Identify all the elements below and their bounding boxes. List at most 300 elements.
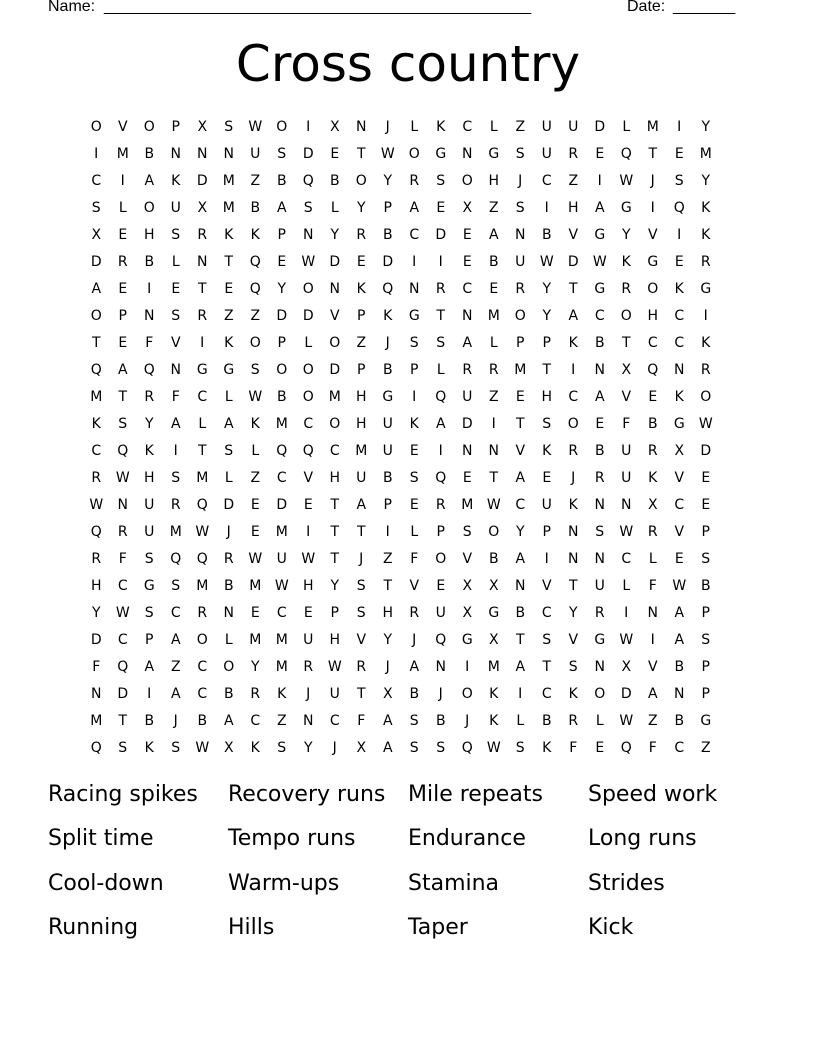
- grid-letter[interactable]: P: [701, 658, 710, 675]
- grid-letter[interactable]: A: [409, 658, 420, 675]
- grid-letter[interactable]: S: [224, 118, 234, 135]
- grid-letter[interactable]: P: [357, 361, 366, 378]
- grid-letter[interactable]: A: [409, 199, 420, 216]
- grid-letter[interactable]: E: [250, 523, 260, 540]
- grid-letter[interactable]: D: [435, 226, 447, 243]
- grid-letter[interactable]: G: [143, 577, 155, 594]
- grid-letter[interactable]: R: [435, 280, 446, 297]
- grid-letter[interactable]: Q: [647, 361, 659, 378]
- grid-letter[interactable]: R: [117, 253, 128, 270]
- grid-letter[interactable]: N: [515, 226, 526, 243]
- grid-letter[interactable]: O: [143, 118, 155, 135]
- grid-letter[interactable]: G: [647, 253, 659, 270]
- grid-letter[interactable]: O: [329, 334, 341, 351]
- name-field[interactable]: ________________________________________________: [104, 0, 532, 15]
- grid-letter[interactable]: E: [595, 145, 605, 162]
- grid-letter[interactable]: E: [701, 496, 711, 513]
- grid-letter[interactable]: P: [357, 307, 366, 324]
- grid-letter[interactable]: E: [648, 388, 658, 405]
- grid-letter[interactable]: N: [356, 118, 367, 135]
- grid-letter[interactable]: A: [594, 388, 605, 405]
- grid-letter[interactable]: M: [487, 307, 500, 324]
- grid-letter[interactable]: R: [356, 226, 367, 243]
- grid-letter[interactable]: O: [90, 307, 102, 324]
- grid-letter[interactable]: X: [674, 442, 685, 459]
- grid-letter[interactable]: U: [144, 523, 155, 540]
- grid-letter[interactable]: S: [171, 226, 181, 243]
- grid-letter[interactable]: J: [173, 712, 178, 729]
- grid-letter[interactable]: P: [145, 631, 154, 648]
- grid-letter[interactable]: A: [462, 334, 473, 351]
- grid-letter[interactable]: K: [674, 388, 684, 405]
- grid-letter[interactable]: Q: [196, 496, 208, 513]
- grid-letter[interactable]: P: [542, 334, 551, 351]
- grid-letter[interactable]: C: [462, 280, 473, 297]
- grid-letter[interactable]: I: [650, 631, 655, 648]
- grid-letter[interactable]: F: [648, 739, 657, 756]
- grid-letter[interactable]: F: [145, 334, 154, 351]
- grid-letter[interactable]: V: [568, 631, 579, 648]
- grid-letter[interactable]: W: [619, 712, 634, 729]
- grid-letter[interactable]: V: [170, 334, 181, 351]
- grid-letter[interactable]: B: [409, 685, 420, 702]
- grid-letter[interactable]: L: [224, 469, 233, 486]
- grid-letter[interactable]: G: [408, 307, 420, 324]
- grid-letter[interactable]: M: [222, 172, 235, 189]
- grid-letter[interactable]: I: [465, 658, 470, 675]
- grid-letter[interactable]: N: [435, 658, 446, 675]
- grid-letter[interactable]: T: [568, 280, 578, 297]
- grid-letter[interactable]: N: [621, 496, 632, 513]
- grid-letter[interactable]: Q: [673, 199, 685, 216]
- grid-letter[interactable]: Q: [276, 442, 288, 459]
- grid-letter[interactable]: R: [647, 442, 658, 459]
- grid-letter[interactable]: N: [223, 145, 234, 162]
- grid-letter[interactable]: K: [489, 712, 499, 729]
- grid-letter[interactable]: L: [198, 415, 207, 432]
- grid-letter[interactable]: G: [435, 145, 447, 162]
- grid-letter[interactable]: R: [223, 550, 234, 567]
- grid-letter[interactable]: A: [91, 280, 102, 297]
- grid-letter[interactable]: E: [118, 334, 128, 351]
- grid-letter[interactable]: S: [171, 469, 181, 486]
- grid-letter[interactable]: A: [515, 550, 526, 567]
- grid-letter[interactable]: J: [226, 523, 231, 540]
- grid-letter[interactable]: D: [382, 253, 394, 270]
- grid-letter[interactable]: N: [568, 523, 579, 540]
- grid-letter[interactable]: J: [650, 172, 655, 189]
- grid-letter[interactable]: Q: [170, 550, 182, 567]
- grid-letter[interactable]: S: [436, 172, 446, 189]
- grid-letter[interactable]: B: [329, 172, 340, 189]
- grid-letter[interactable]: R: [91, 469, 102, 486]
- grid-letter[interactable]: S: [701, 631, 711, 648]
- grid-letter[interactable]: C: [409, 226, 420, 243]
- grid-letter[interactable]: R: [462, 361, 473, 378]
- grid-letter[interactable]: S: [674, 172, 684, 189]
- grid-letter[interactable]: W: [301, 253, 316, 270]
- grid-letter[interactable]: E: [409, 496, 419, 513]
- grid-letter[interactable]: I: [438, 442, 443, 459]
- grid-letter[interactable]: L: [595, 712, 604, 729]
- grid-letter[interactable]: P: [701, 604, 710, 621]
- grid-letter[interactable]: A: [117, 361, 128, 378]
- grid-letter[interactable]: N: [197, 145, 208, 162]
- grid-letter[interactable]: R: [700, 361, 711, 378]
- grid-letter[interactable]: L: [171, 253, 180, 270]
- grid-letter[interactable]: A: [170, 415, 181, 432]
- grid-letter[interactable]: Q: [249, 253, 261, 270]
- grid-letter[interactable]: B: [197, 712, 208, 729]
- grid-letter[interactable]: Q: [196, 550, 208, 567]
- grid-letter[interactable]: Q: [143, 361, 155, 378]
- grid-letter[interactable]: O: [700, 388, 712, 405]
- grid-letter[interactable]: K: [171, 172, 181, 189]
- grid-letter[interactable]: T: [330, 523, 340, 540]
- grid-letter[interactable]: M: [222, 199, 235, 216]
- grid-letter[interactable]: V: [329, 307, 340, 324]
- grid-letter[interactable]: O: [249, 334, 261, 351]
- grid-letter[interactable]: T: [330, 496, 340, 513]
- grid-letter[interactable]: I: [597, 172, 602, 189]
- grid-letter[interactable]: Z: [488, 388, 499, 405]
- grid-letter[interactable]: R: [568, 145, 579, 162]
- grid-letter[interactable]: O: [302, 388, 314, 405]
- grid-letter[interactable]: G: [700, 280, 712, 297]
- grid-letter[interactable]: Q: [117, 658, 129, 675]
- grid-letter[interactable]: R: [594, 604, 605, 621]
- grid-letter[interactable]: U: [621, 442, 632, 459]
- grid-letter[interactable]: S: [462, 523, 472, 540]
- grid-letter[interactable]: N: [462, 145, 473, 162]
- grid-letter[interactable]: H: [647, 307, 659, 324]
- grid-letter[interactable]: U: [144, 496, 155, 513]
- grid-letter[interactable]: A: [276, 199, 287, 216]
- grid-letter[interactable]: X: [329, 118, 340, 135]
- grid-letter[interactable]: G: [594, 280, 606, 297]
- grid-letter[interactable]: Y: [250, 658, 260, 675]
- grid-letter[interactable]: R: [435, 496, 446, 513]
- grid-letter[interactable]: W: [195, 739, 210, 756]
- grid-letter[interactable]: K: [489, 685, 499, 702]
- grid-letter[interactable]: A: [674, 604, 685, 621]
- grid-letter[interactable]: S: [409, 334, 419, 351]
- grid-letter[interactable]: W: [486, 496, 501, 513]
- grid-letter[interactable]: O: [514, 307, 526, 324]
- grid-letter[interactable]: G: [488, 604, 500, 621]
- grid-letter[interactable]: O: [620, 307, 632, 324]
- grid-letter[interactable]: M: [196, 469, 209, 486]
- grid-letter[interactable]: E: [674, 145, 684, 162]
- grid-letter[interactable]: W: [592, 253, 607, 270]
- grid-letter[interactable]: N: [223, 604, 234, 621]
- grid-letter[interactable]: Z: [170, 658, 181, 675]
- grid-letter[interactable]: I: [306, 118, 311, 135]
- grid-letter[interactable]: I: [94, 145, 99, 162]
- grid-letter[interactable]: D: [461, 415, 473, 432]
- grid-letter[interactable]: E: [436, 199, 446, 216]
- grid-letter[interactable]: G: [700, 712, 712, 729]
- grid-letter[interactable]: S: [171, 307, 181, 324]
- grid-letter[interactable]: U: [541, 118, 552, 135]
- grid-letter[interactable]: N: [303, 226, 314, 243]
- grid-letter[interactable]: D: [700, 442, 712, 459]
- grid-letter[interactable]: D: [90, 631, 102, 648]
- grid-letter[interactable]: Q: [302, 442, 314, 459]
- grid-letter[interactable]: Q: [620, 739, 632, 756]
- grid-letter[interactable]: Y: [621, 226, 631, 243]
- grid-letter[interactable]: M: [275, 523, 288, 540]
- grid-letter[interactable]: P: [383, 496, 392, 513]
- grid-letter[interactable]: I: [306, 523, 311, 540]
- grid-letter[interactable]: K: [648, 469, 658, 486]
- grid-letter[interactable]: U: [170, 199, 181, 216]
- grid-letter[interactable]: G: [594, 631, 606, 648]
- grid-letter[interactable]: R: [568, 442, 579, 459]
- grid-letter[interactable]: T: [197, 442, 207, 459]
- grid-letter[interactable]: S: [277, 145, 287, 162]
- grid-letter[interactable]: E: [118, 226, 128, 243]
- grid-letter[interactable]: O: [276, 361, 288, 378]
- grid-letter[interactable]: A: [382, 739, 393, 756]
- grid-letter[interactable]: N: [91, 685, 102, 702]
- grid-letter[interactable]: S: [515, 739, 525, 756]
- grid-letter[interactable]: V: [674, 523, 685, 540]
- grid-letter[interactable]: I: [677, 118, 682, 135]
- grid-letter[interactable]: S: [542, 631, 552, 648]
- grid-letter[interactable]: R: [356, 658, 367, 675]
- grid-letter[interactable]: Q: [435, 469, 447, 486]
- grid-letter[interactable]: C: [170, 604, 181, 621]
- grid-letter[interactable]: K: [568, 496, 578, 513]
- grid-letter[interactable]: C: [197, 388, 208, 405]
- grid-letter[interactable]: T: [224, 253, 234, 270]
- grid-letter[interactable]: V: [462, 550, 473, 567]
- grid-letter[interactable]: R: [409, 604, 420, 621]
- grid-letter[interactable]: T: [197, 280, 207, 297]
- grid-letter[interactable]: O: [488, 523, 500, 540]
- grid-letter[interactable]: V: [621, 388, 632, 405]
- grid-letter[interactable]: I: [147, 280, 152, 297]
- grid-letter[interactable]: X: [197, 118, 208, 135]
- grid-letter[interactable]: X: [462, 604, 473, 621]
- grid-letter[interactable]: U: [462, 388, 473, 405]
- grid-letter[interactable]: J: [359, 550, 364, 567]
- grid-letter[interactable]: L: [224, 631, 233, 648]
- grid-letter[interactable]: J: [385, 118, 390, 135]
- grid-letter[interactable]: H: [143, 469, 155, 486]
- grid-letter[interactable]: B: [435, 712, 446, 729]
- grid-letter[interactable]: X: [621, 658, 632, 675]
- grid-letter[interactable]: A: [674, 631, 685, 648]
- grid-letter[interactable]: W: [698, 415, 713, 432]
- grid-letter[interactable]: O: [567, 415, 579, 432]
- grid-letter[interactable]: H: [488, 172, 500, 189]
- grid-letter[interactable]: C: [329, 712, 340, 729]
- grid-letter[interactable]: L: [330, 199, 339, 216]
- grid-letter[interactable]: N: [303, 712, 314, 729]
- grid-letter[interactable]: H: [90, 577, 102, 594]
- grid-letter[interactable]: G: [673, 415, 685, 432]
- grid-letter[interactable]: C: [621, 550, 632, 567]
- grid-letter[interactable]: E: [330, 145, 340, 162]
- grid-letter[interactable]: Q: [461, 739, 473, 756]
- grid-letter[interactable]: E: [462, 469, 472, 486]
- grid-letter[interactable]: A: [647, 685, 658, 702]
- grid-letter[interactable]: A: [170, 631, 181, 648]
- grid-letter[interactable]: V: [117, 118, 128, 135]
- grid-letter[interactable]: W: [115, 469, 130, 486]
- grid-letter[interactable]: N: [117, 496, 128, 513]
- grid-letter[interactable]: C: [568, 388, 579, 405]
- grid-letter[interactable]: E: [436, 577, 446, 594]
- grid-letter[interactable]: C: [674, 307, 685, 324]
- grid-letter[interactable]: O: [196, 631, 208, 648]
- grid-letter[interactable]: R: [647, 523, 658, 540]
- grid-letter[interactable]: B: [144, 253, 155, 270]
- grid-letter[interactable]: P: [330, 604, 339, 621]
- grid-letter[interactable]: S: [595, 523, 605, 540]
- grid-letter[interactable]: A: [356, 496, 367, 513]
- grid-letter[interactable]: D: [329, 361, 341, 378]
- grid-letter[interactable]: D: [594, 118, 606, 135]
- grid-letter[interactable]: U: [250, 145, 261, 162]
- grid-letter[interactable]: Z: [276, 712, 287, 729]
- grid-letter[interactable]: K: [542, 442, 552, 459]
- grid-letter[interactable]: G: [594, 226, 606, 243]
- grid-letter[interactable]: S: [436, 739, 446, 756]
- grid-letter[interactable]: E: [462, 226, 472, 243]
- grid-letter[interactable]: U: [541, 496, 552, 513]
- grid-letter[interactable]: U: [541, 145, 552, 162]
- grid-letter[interactable]: T: [515, 415, 525, 432]
- grid-letter[interactable]: C: [117, 577, 128, 594]
- grid-letter[interactable]: T: [568, 577, 578, 594]
- grid-letter[interactable]: S: [568, 658, 578, 675]
- grid-letter[interactable]: H: [355, 388, 367, 405]
- grid-letter[interactable]: L: [224, 388, 233, 405]
- grid-letter[interactable]: U: [515, 253, 526, 270]
- grid-letter[interactable]: A: [435, 415, 446, 432]
- grid-letter[interactable]: Y: [568, 604, 578, 621]
- grid-letter[interactable]: Y: [91, 604, 101, 621]
- grid-letter[interactable]: V: [674, 469, 685, 486]
- grid-letter[interactable]: Q: [117, 442, 129, 459]
- grid-letter[interactable]: F: [569, 739, 578, 756]
- grid-letter[interactable]: T: [356, 523, 366, 540]
- grid-letter[interactable]: S: [409, 739, 419, 756]
- grid-letter[interactable]: R: [170, 496, 181, 513]
- grid-letter[interactable]: K: [383, 307, 393, 324]
- grid-letter[interactable]: T: [118, 388, 128, 405]
- grid-letter[interactable]: J: [385, 658, 390, 675]
- grid-letter[interactable]: R: [197, 307, 208, 324]
- grid-letter[interactable]: H: [302, 577, 314, 594]
- grid-letter[interactable]: Z: [382, 550, 393, 567]
- grid-letter[interactable]: T: [356, 685, 366, 702]
- grid-letter[interactable]: Q: [435, 388, 447, 405]
- grid-letter[interactable]: T: [489, 469, 499, 486]
- grid-letter[interactable]: I: [147, 685, 152, 702]
- grid-letter[interactable]: F: [410, 550, 419, 567]
- grid-letter[interactable]: C: [594, 307, 605, 324]
- grid-letter[interactable]: B: [541, 712, 552, 729]
- grid-letter[interactable]: U: [382, 415, 393, 432]
- grid-letter[interactable]: W: [248, 388, 263, 405]
- grid-letter[interactable]: X: [223, 739, 234, 756]
- grid-letter[interactable]: N: [329, 280, 340, 297]
- grid-letter[interactable]: L: [251, 442, 260, 459]
- grid-letter[interactable]: H: [143, 226, 155, 243]
- grid-letter[interactable]: M: [699, 145, 712, 162]
- grid-letter[interactable]: S: [118, 739, 128, 756]
- grid-letter[interactable]: B: [276, 172, 287, 189]
- grid-letter[interactable]: K: [701, 226, 711, 243]
- grid-letter[interactable]: I: [571, 361, 576, 378]
- grid-letter[interactable]: R: [91, 550, 102, 567]
- grid-letter[interactable]: P: [410, 361, 419, 378]
- grid-letter[interactable]: M: [249, 577, 262, 594]
- grid-letter[interactable]: E: [595, 739, 605, 756]
- grid-letter[interactable]: P: [171, 118, 180, 135]
- grid-letter[interactable]: T: [648, 145, 658, 162]
- grid-letter[interactable]: A: [515, 469, 526, 486]
- grid-letter[interactable]: W: [89, 496, 104, 513]
- grid-letter[interactable]: P: [701, 685, 710, 702]
- grid-letter[interactable]: R: [250, 685, 261, 702]
- grid-letter[interactable]: K: [144, 442, 154, 459]
- grid-letter[interactable]: L: [489, 334, 498, 351]
- grid-letter[interactable]: G: [196, 361, 208, 378]
- grid-letter[interactable]: I: [412, 388, 417, 405]
- grid-letter[interactable]: I: [518, 685, 523, 702]
- grid-letter[interactable]: B: [223, 577, 234, 594]
- grid-letter[interactable]: N: [594, 361, 605, 378]
- grid-letter[interactable]: Z: [568, 172, 579, 189]
- grid-letter[interactable]: B: [647, 415, 658, 432]
- grid-letter[interactable]: S: [436, 334, 446, 351]
- grid-letter[interactable]: M: [355, 442, 368, 459]
- grid-letter[interactable]: P: [516, 334, 525, 351]
- grid-letter[interactable]: M: [169, 523, 182, 540]
- grid-letter[interactable]: L: [622, 577, 631, 594]
- grid-letter[interactable]: C: [674, 496, 685, 513]
- grid-letter[interactable]: T: [621, 334, 631, 351]
- grid-letter[interactable]: B: [382, 361, 393, 378]
- grid-letter[interactable]: C: [541, 172, 552, 189]
- grid-letter[interactable]: B: [594, 334, 605, 351]
- grid-letter[interactable]: Z: [250, 172, 261, 189]
- grid-letter[interactable]: E: [595, 415, 605, 432]
- grid-letter[interactable]: S: [515, 145, 525, 162]
- grid-letter[interactable]: S: [250, 361, 260, 378]
- grid-letter[interactable]: R: [594, 469, 605, 486]
- grid-letter[interactable]: D: [567, 253, 579, 270]
- grid-letter[interactable]: Z: [515, 118, 526, 135]
- grid-letter[interactable]: B: [488, 253, 499, 270]
- grid-letter[interactable]: V: [409, 577, 420, 594]
- grid-letter[interactable]: Q: [249, 280, 261, 297]
- grid-letter[interactable]: M: [116, 145, 129, 162]
- grid-letter[interactable]: O: [223, 658, 235, 675]
- grid-letter[interactable]: C: [647, 334, 658, 351]
- grid-letter[interactable]: I: [491, 415, 496, 432]
- grid-letter[interactable]: M: [275, 415, 288, 432]
- grid-letter[interactable]: Q: [90, 739, 102, 756]
- grid-letter[interactable]: O: [594, 685, 606, 702]
- grid-letter[interactable]: T: [118, 712, 128, 729]
- grid-letter[interactable]: V: [541, 577, 552, 594]
